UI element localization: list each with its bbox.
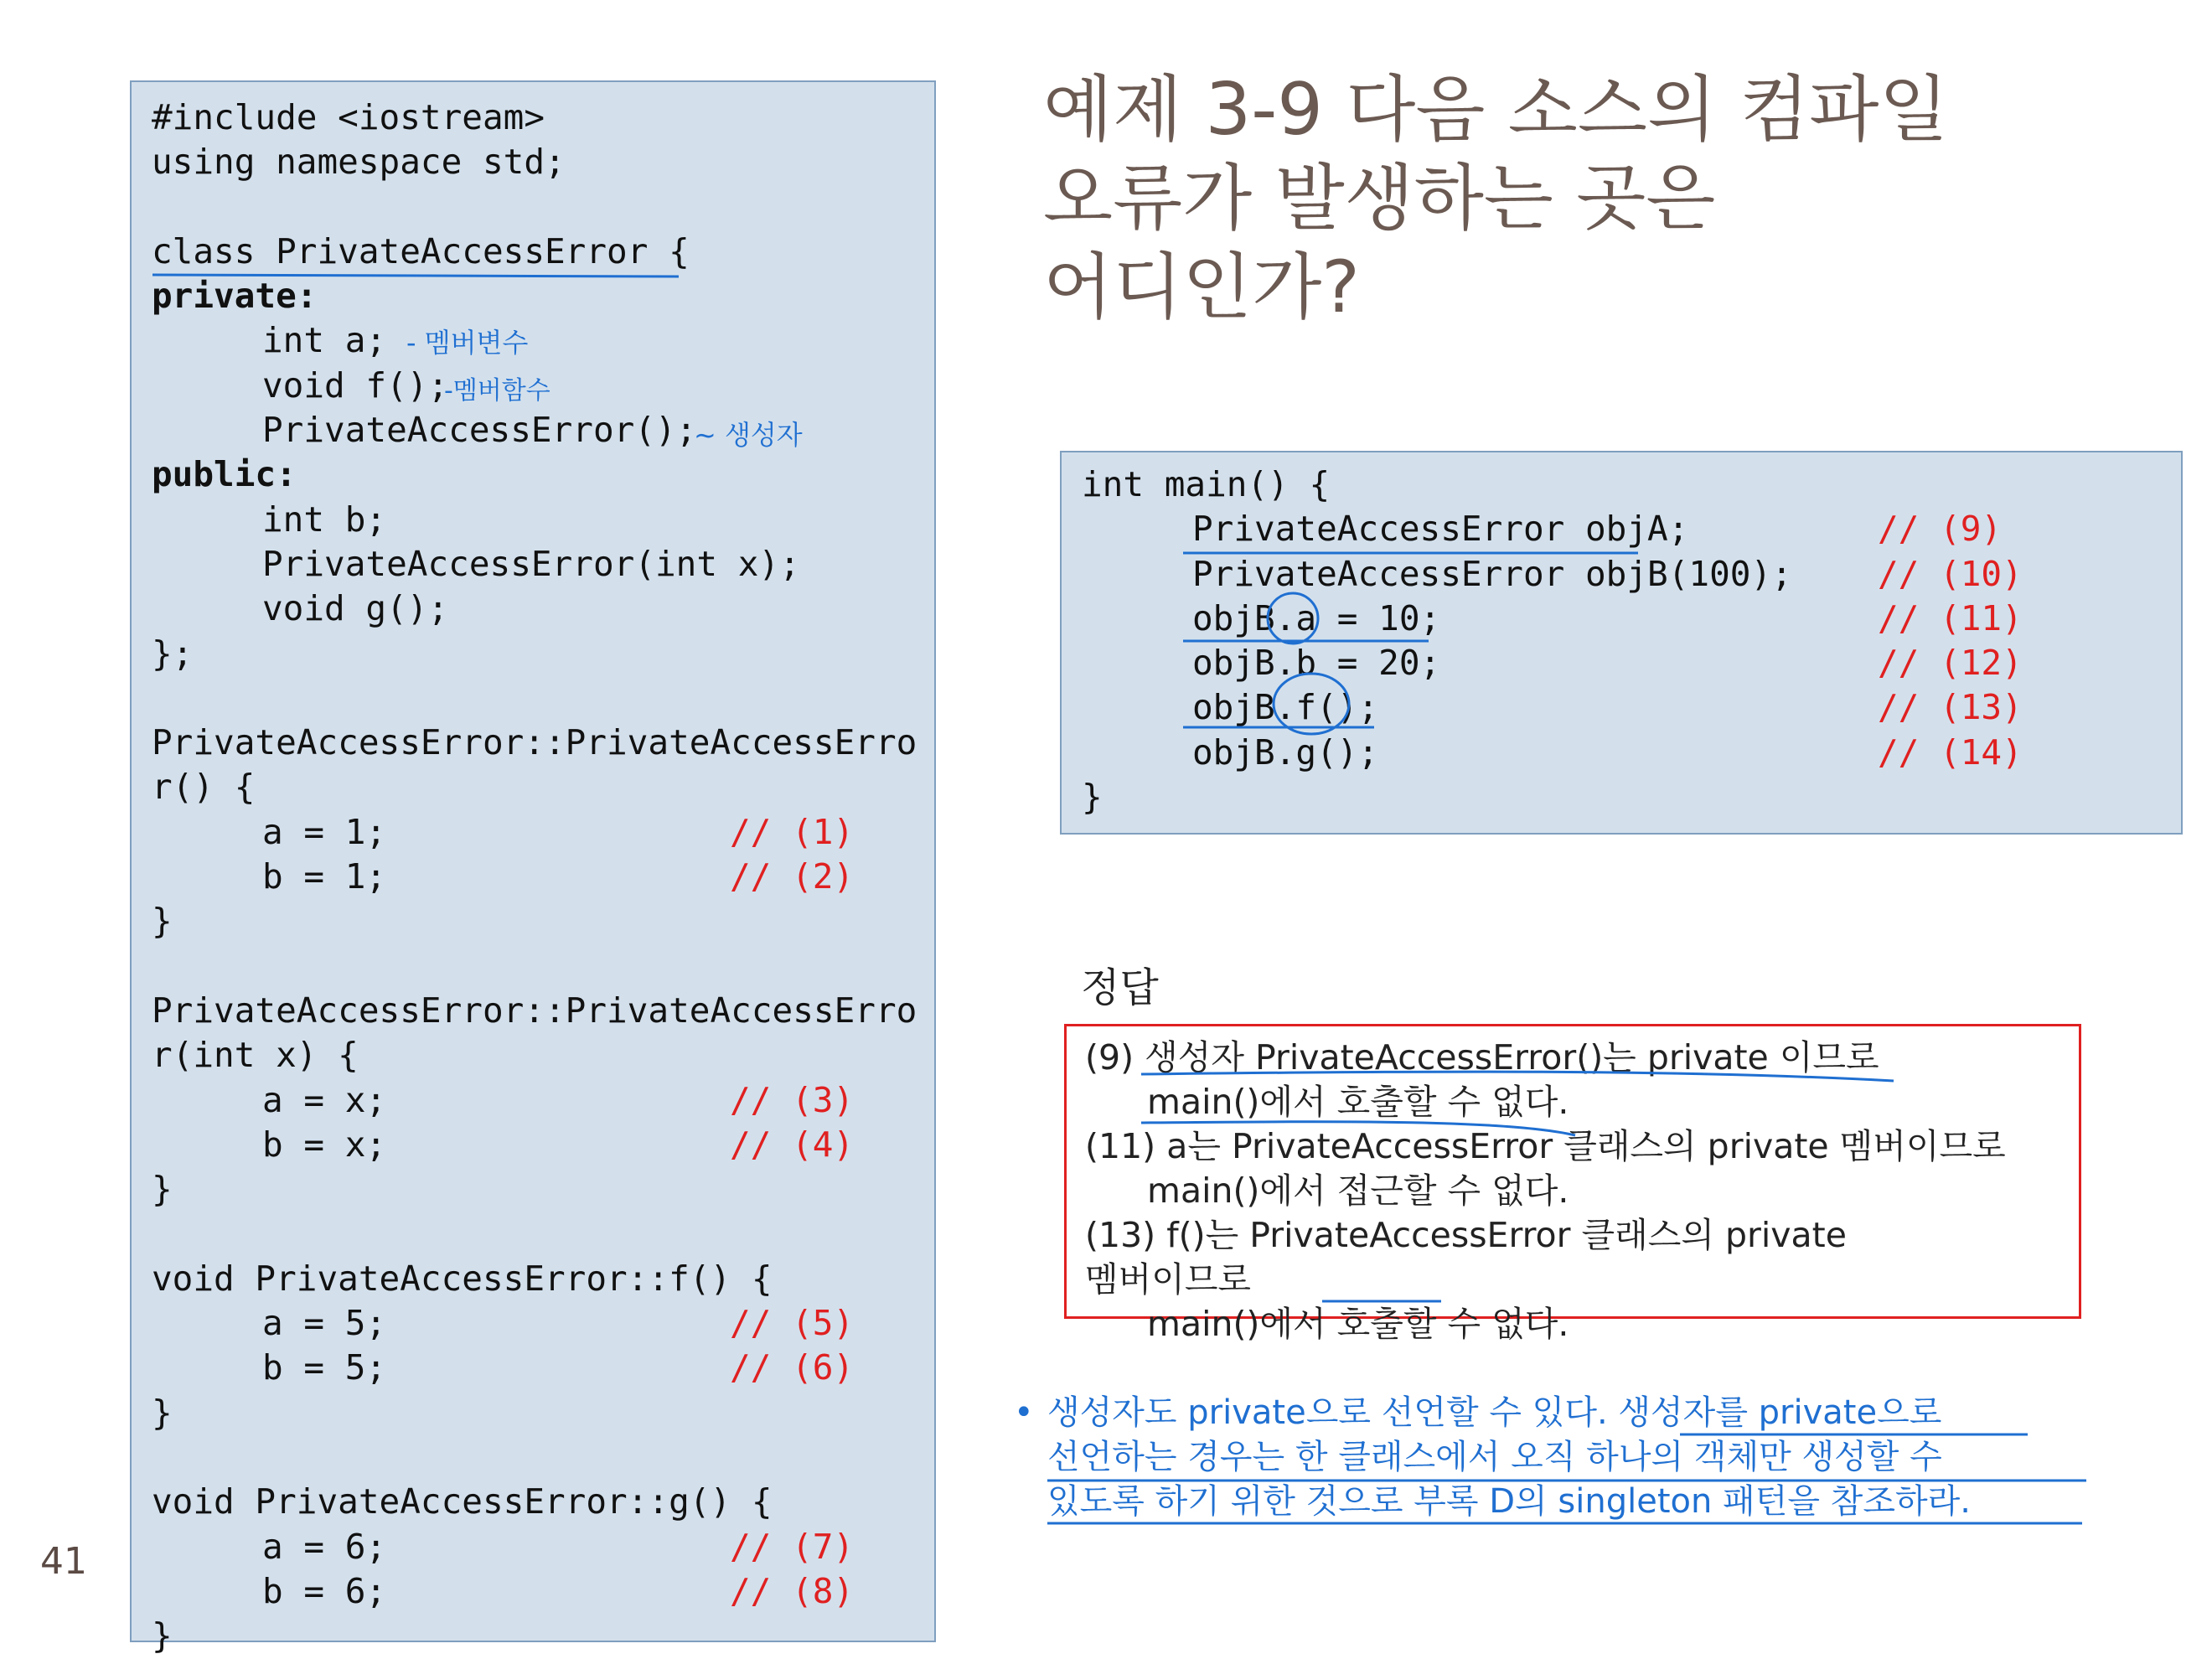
answer-line: main()에서 호출할 수 없다. [1147, 1304, 1569, 1344]
code-text: a = 6; [262, 1526, 387, 1567]
main-code-line [1082, 463, 1792, 507]
class-code-line [152, 1212, 917, 1256]
class-code-text [152, 96, 917, 1658]
code-comment: // (1) [730, 811, 855, 852]
code-comment: // (11) [1878, 597, 2023, 638]
handwritten-member-function: -멤버함수 [444, 376, 550, 406]
code-text: b = 6; [262, 1570, 387, 1611]
code-text: int a; [262, 320, 387, 361]
class-code-line [152, 1525, 917, 1569]
class-code-line [152, 185, 917, 230]
class-code-line [152, 721, 917, 765]
class-code-line [152, 1435, 917, 1480]
handwritten-constructor: ~ 생성자 [694, 419, 803, 451]
class-code-line [152, 1123, 917, 1167]
class-code-line [152, 1569, 917, 1614]
code-text: objB.f(); [1192, 687, 1379, 728]
code-comment: // (4) [730, 1124, 855, 1165]
class-code-line [152, 364, 917, 408]
class-code-line [152, 1391, 917, 1435]
code-comment: // (13) [1878, 687, 2023, 728]
answer-line: main()에서 접근할 수 없다. [1147, 1171, 1569, 1211]
code-text: PrivateAccessError(); [262, 410, 697, 451]
class-code-line [152, 810, 917, 855]
page-number: 41 [40, 1540, 87, 1583]
code-text: void PrivateAccessError::g() { [152, 1481, 773, 1522]
answer-line: (13) f()는 PrivateAccessError 클래스의 private [1085, 1215, 1847, 1255]
title-line: 오류가 발생하는 곳은 [1043, 157, 1716, 240]
answer-line: (11) a는 PrivateAccessError 클래스의 private 멤버이므로 [1085, 1126, 2006, 1166]
code-text: PrivateAccessError(int x); [262, 543, 800, 584]
code-text: PrivateAccessError objB(100); [1192, 553, 1792, 594]
code-text: r(int x) { [152, 1035, 359, 1076]
handwritten-member-variable: - 멤버변수 [406, 327, 529, 359]
code-text: objB.g(); [1192, 731, 1379, 773]
class-code-line [152, 542, 917, 587]
class-code-line [152, 498, 917, 542]
page-title [1043, 65, 2132, 332]
class-code-line [152, 318, 917, 363]
code-comment: // (10) [1878, 553, 2023, 594]
code-comment: // (5) [730, 1303, 855, 1344]
code-text: PrivateAccessError::PrivateAccessErro [152, 990, 917, 1031]
class-code-line [152, 408, 917, 452]
class-code-line [152, 274, 917, 318]
code-text: void f(); [262, 364, 449, 406]
title-line: 어디인가? [1043, 245, 1360, 329]
class-code-line [152, 1614, 917, 1658]
code-text: PrivateAccessError objA; [1192, 509, 1689, 550]
answer-text [1085, 1036, 2006, 1346]
class-code-line [152, 1301, 917, 1346]
title-line: 예제 3-9 다음 소스의 컴파일 [1043, 68, 1949, 152]
class-code-line [152, 676, 917, 721]
answer-line: (9) 생성자 PrivateAccessError()는 private 이므로 [1085, 1037, 1879, 1078]
code-text: }; [152, 633, 194, 674]
class-code-line [152, 855, 917, 899]
code-text: } [152, 901, 173, 942]
class-code-block [130, 80, 936, 1656]
code-comment: // (2) [730, 856, 855, 897]
code-text: int main() { [1082, 464, 1331, 504]
main-code-line [1082, 597, 2023, 641]
code-text: } [152, 1615, 173, 1656]
code-comment: // (8) [730, 1570, 855, 1611]
main-code-text [1082, 463, 2023, 819]
code-text: b = 5; [262, 1347, 387, 1388]
main-code-line [1082, 507, 2003, 551]
answer-heading: 정답 [1081, 964, 1159, 1011]
class-code-line [152, 632, 917, 676]
code-text: class PrivateAccessError { [152, 230, 690, 271]
class-code-line [152, 1078, 917, 1123]
code-text: a = x; [262, 1079, 387, 1120]
main-code-line [1082, 685, 2023, 730]
code-comment: // (14) [1878, 731, 2023, 773]
code-text: using namespace std; [152, 142, 566, 183]
code-text: #include <iostream> [152, 97, 545, 137]
class-code-line [152, 899, 917, 943]
code-text: private: [152, 276, 318, 317]
code-text: b = 1; [262, 856, 387, 897]
class-code-line [152, 452, 917, 497]
code-text: a = 1; [262, 811, 387, 852]
class-code-line [152, 944, 917, 989]
code-text: PrivateAccessError::PrivateAccessErro [152, 722, 917, 763]
class-code-line [152, 140, 917, 184]
main-code-line [1082, 775, 1792, 819]
answer-line: 멤버이므로 [1085, 1259, 1252, 1300]
note-line: 있도록 하기 위한 것으로 부록 D의 singleton 패턴을 참조하라. [1047, 1482, 1971, 1521]
code-comment: // (3) [730, 1079, 855, 1120]
code-text: public: [152, 454, 297, 495]
class-code-line [152, 587, 917, 631]
main-code-line [1082, 552, 2023, 597]
code-text: void PrivateAccessError::f() { [152, 1258, 773, 1299]
code-text: } [152, 1169, 173, 1210]
code-comment: // (12) [1878, 643, 2023, 684]
code-text: r() { [152, 767, 256, 808]
code-text: } [1082, 777, 1103, 818]
class-code-line [152, 765, 917, 809]
class-code-line [152, 1346, 917, 1390]
code-text: a = 5; [262, 1303, 387, 1344]
main-code-line [1082, 641, 2023, 685]
class-code-line [152, 1033, 917, 1078]
class-code-line [152, 1167, 917, 1212]
code-comment: // (9) [1878, 509, 2003, 550]
code-text: void g(); [262, 588, 449, 629]
code-text: int b; [262, 499, 387, 540]
main-code-block [1060, 451, 2183, 835]
note-line: 선언하는 경우는 한 클래스에서 오직 하나의 객체만 생성할 수 [1047, 1438, 1942, 1476]
bullet-icon: • [1014, 1393, 1034, 1432]
code-comment: // (6) [730, 1347, 855, 1388]
class-code-line [152, 1257, 917, 1301]
note-line: 생성자도 private으로 선언할 수 있다. 생성자를 private으로 [1047, 1393, 1942, 1432]
code-text: } [152, 1392, 173, 1433]
main-code-line [1082, 731, 2023, 775]
answer-line: main()에서 호출할 수 없다. [1147, 1082, 1569, 1122]
code-text: b = x; [262, 1124, 387, 1165]
class-code-line [152, 230, 917, 274]
code-text: objB.a = 10; [1192, 597, 1441, 638]
code-comment: // (7) [730, 1526, 855, 1567]
class-code-line [152, 96, 917, 140]
class-code-line [152, 1480, 917, 1524]
code-text: objB.b = 20; [1192, 643, 1441, 684]
class-code-line [152, 989, 917, 1033]
